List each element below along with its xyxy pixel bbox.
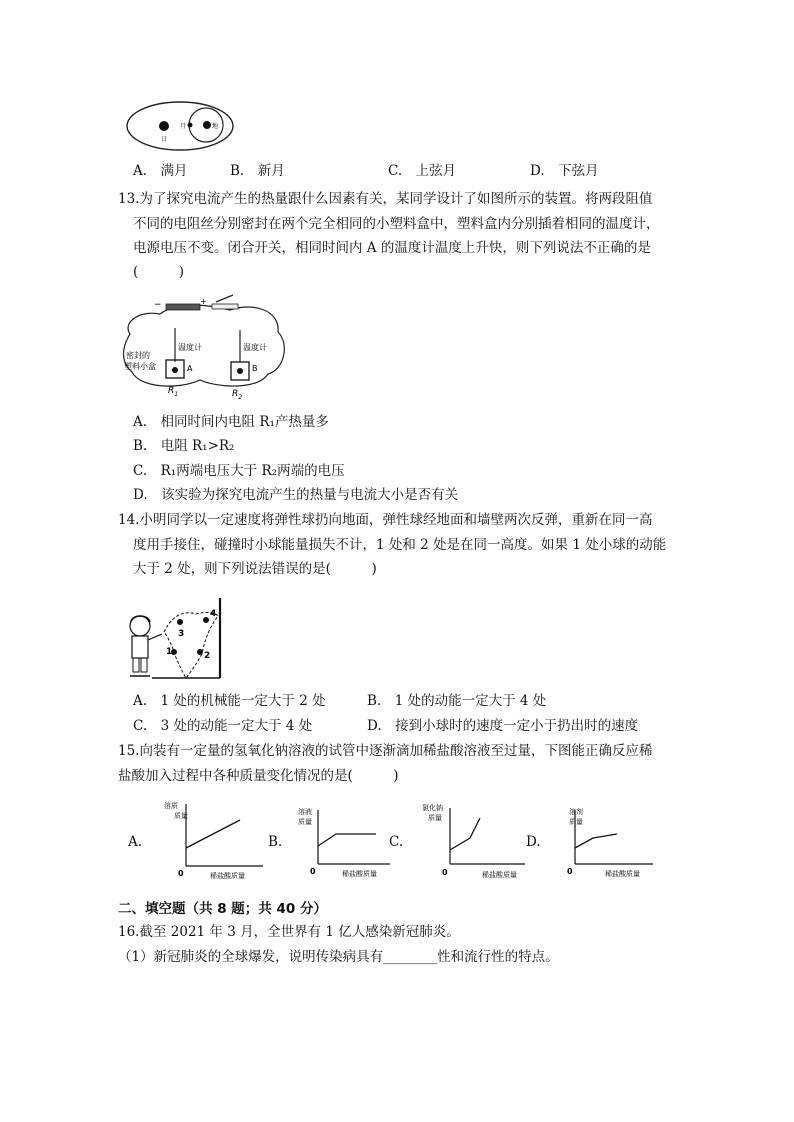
battery-plus: + — [200, 297, 207, 306]
q14-line-3: 大于 2 处，则下列说法错误的是( ) — [133, 561, 377, 577]
q12-option-a: A. 满月 — [133, 163, 188, 179]
q15-line-1: 15.向装有一定量的氢氧化钠溶液的试管中逐渐滴加稀盐酸溶液至过量，下图能正确反应稀 — [118, 743, 653, 759]
graph-c-letter: C. — [389, 834, 404, 850]
ball-bounce-diagram — [122, 596, 232, 686]
q12-option-c: C. 上弦月 — [388, 163, 457, 179]
graph-c — [420, 798, 535, 880]
box-a-label: A — [187, 364, 193, 373]
graph-d — [555, 804, 665, 880]
graph-b-origin: 0 — [310, 867, 316, 876]
graph-c-origin: 0 — [442, 868, 448, 877]
box-desc-line1: 密封的 — [126, 351, 150, 360]
earth-label: 地 — [212, 123, 219, 130]
q13-option-c: C. R₁两端电压大于 R₂两端的电压 — [133, 463, 345, 479]
q13-line-3: 电源电压不变。闭合开关，相同时间内 A 的温度计温度上升快，则下列说法不正确的是 — [133, 240, 651, 256]
graph-d-ylabel2: 质量 — [569, 818, 583, 826]
q14-line-1: 14.小明同学以一定速度将弹性球扔向地面，弹性球经地面和墙壁两次反弹，重新在同一高 — [118, 512, 653, 528]
orbit-diagram — [120, 98, 260, 154]
circuit-diagram — [118, 292, 293, 402]
graph-a-ylabel1: 溶质 — [164, 802, 178, 810]
graph-b-ylabel2: 质量 — [298, 818, 312, 826]
position-label-4: 4 — [210, 609, 217, 619]
r2-label: $R_2$ — [232, 389, 243, 401]
position-label-2: 2 — [204, 651, 211, 661]
graph-d-origin: 0 — [567, 867, 573, 876]
earth-dot — [203, 121, 211, 129]
thermometer-a-label: 温度计 — [178, 343, 202, 352]
graph-a-ylabel2: 质量 — [174, 812, 188, 820]
position-label-3: 3 — [178, 629, 185, 639]
q15-line-2: 盐酸加入过程中各种质量变化情况的是( ) — [118, 768, 399, 784]
r1-label: $R_1$ — [168, 386, 179, 398]
q16-line-2: （1）新冠肺炎的全球爆发，说明传染病具有________性和流行性的特点。 — [118, 949, 559, 965]
graph-c-ylabel2: 质量 — [428, 814, 442, 822]
graph-a-xlabel: 稀盐酸质量 — [210, 872, 245, 880]
graph-b — [290, 804, 400, 880]
sun-label: 日 — [161, 136, 168, 143]
moon-label: 月 — [180, 123, 187, 130]
graph-d-letter: D. — [526, 834, 541, 850]
q13-line-4: ( ) — [133, 264, 185, 280]
q12-option-b: B. 新月 — [230, 163, 285, 179]
thermometer-b-label: 温度计 — [243, 343, 267, 352]
graph-a-letter: A. — [128, 834, 143, 850]
q13-line-1: 13.为了探究电流产生的热量跟什么因素有关，某同学设计了如图所示的装置。将两段阻值 — [118, 191, 653, 207]
graph-c-xlabel: 稀盐酸质量 — [482, 871, 517, 879]
graph-d-xlabel: 稀盐酸质量 — [605, 870, 640, 878]
graph-a-origin: 0 — [178, 869, 184, 878]
sun-dot — [159, 121, 169, 131]
box-desc-line2: 塑料小盒 — [124, 362, 156, 371]
q14-option-a: A. 1 处的机械能一定大于 2 处 — [133, 693, 326, 709]
graph-a — [158, 798, 278, 880]
q14-option-b: B. 1 处的动能一定大于 4 处 — [367, 693, 547, 709]
graph-c-ylabel1: 氯化钠 — [422, 804, 443, 812]
q14-option-c: C. 3 处的动能一定大于 4 处 — [133, 718, 313, 734]
q13-option-a: A. 相同时间内电阻 R₁产热量多 — [133, 414, 329, 430]
moon-dot — [188, 123, 193, 128]
box-b-label: B — [252, 364, 258, 373]
q12-option-d: D. 下弦月 — [530, 163, 599, 179]
graph-d-ylabel1: 溶剂 — [569, 808, 583, 816]
q13-option-b: B. 电阻 R₁>R₂ — [133, 438, 235, 454]
q14-line-2: 度用手接住，碰撞时小球能量损失不计，1 处和 2 处是在同一高度。如果 1 处小球的动能 — [133, 537, 667, 553]
position-label-1: 1 — [166, 647, 173, 657]
graph-b-xlabel: 稀盐酸质量 — [342, 870, 377, 878]
q16-line-1: 16.截至 2021 年 3 月，全世界有 1 亿人感染新冠肺炎。 — [118, 924, 460, 940]
q13-option-d: D. 该实验为探究电流产生的热量与电流大小是否有关 — [133, 487, 459, 503]
q13-line-2: 不同的电阻丝分别密封在两个完全相同的小塑料盒中，塑料盒内分别插着相同的温度计， — [133, 216, 660, 232]
section-2-title: 二、填空题（共 8 题；共 40 分） — [118, 901, 327, 917]
graph-b-ylabel1: 溶液 — [298, 808, 312, 816]
graph-b-letter: B. — [268, 834, 283, 850]
q14-option-d: D. 接到小球时的速度一定小于扔出时的速度 — [367, 718, 639, 734]
battery-minus: − — [154, 300, 162, 310]
